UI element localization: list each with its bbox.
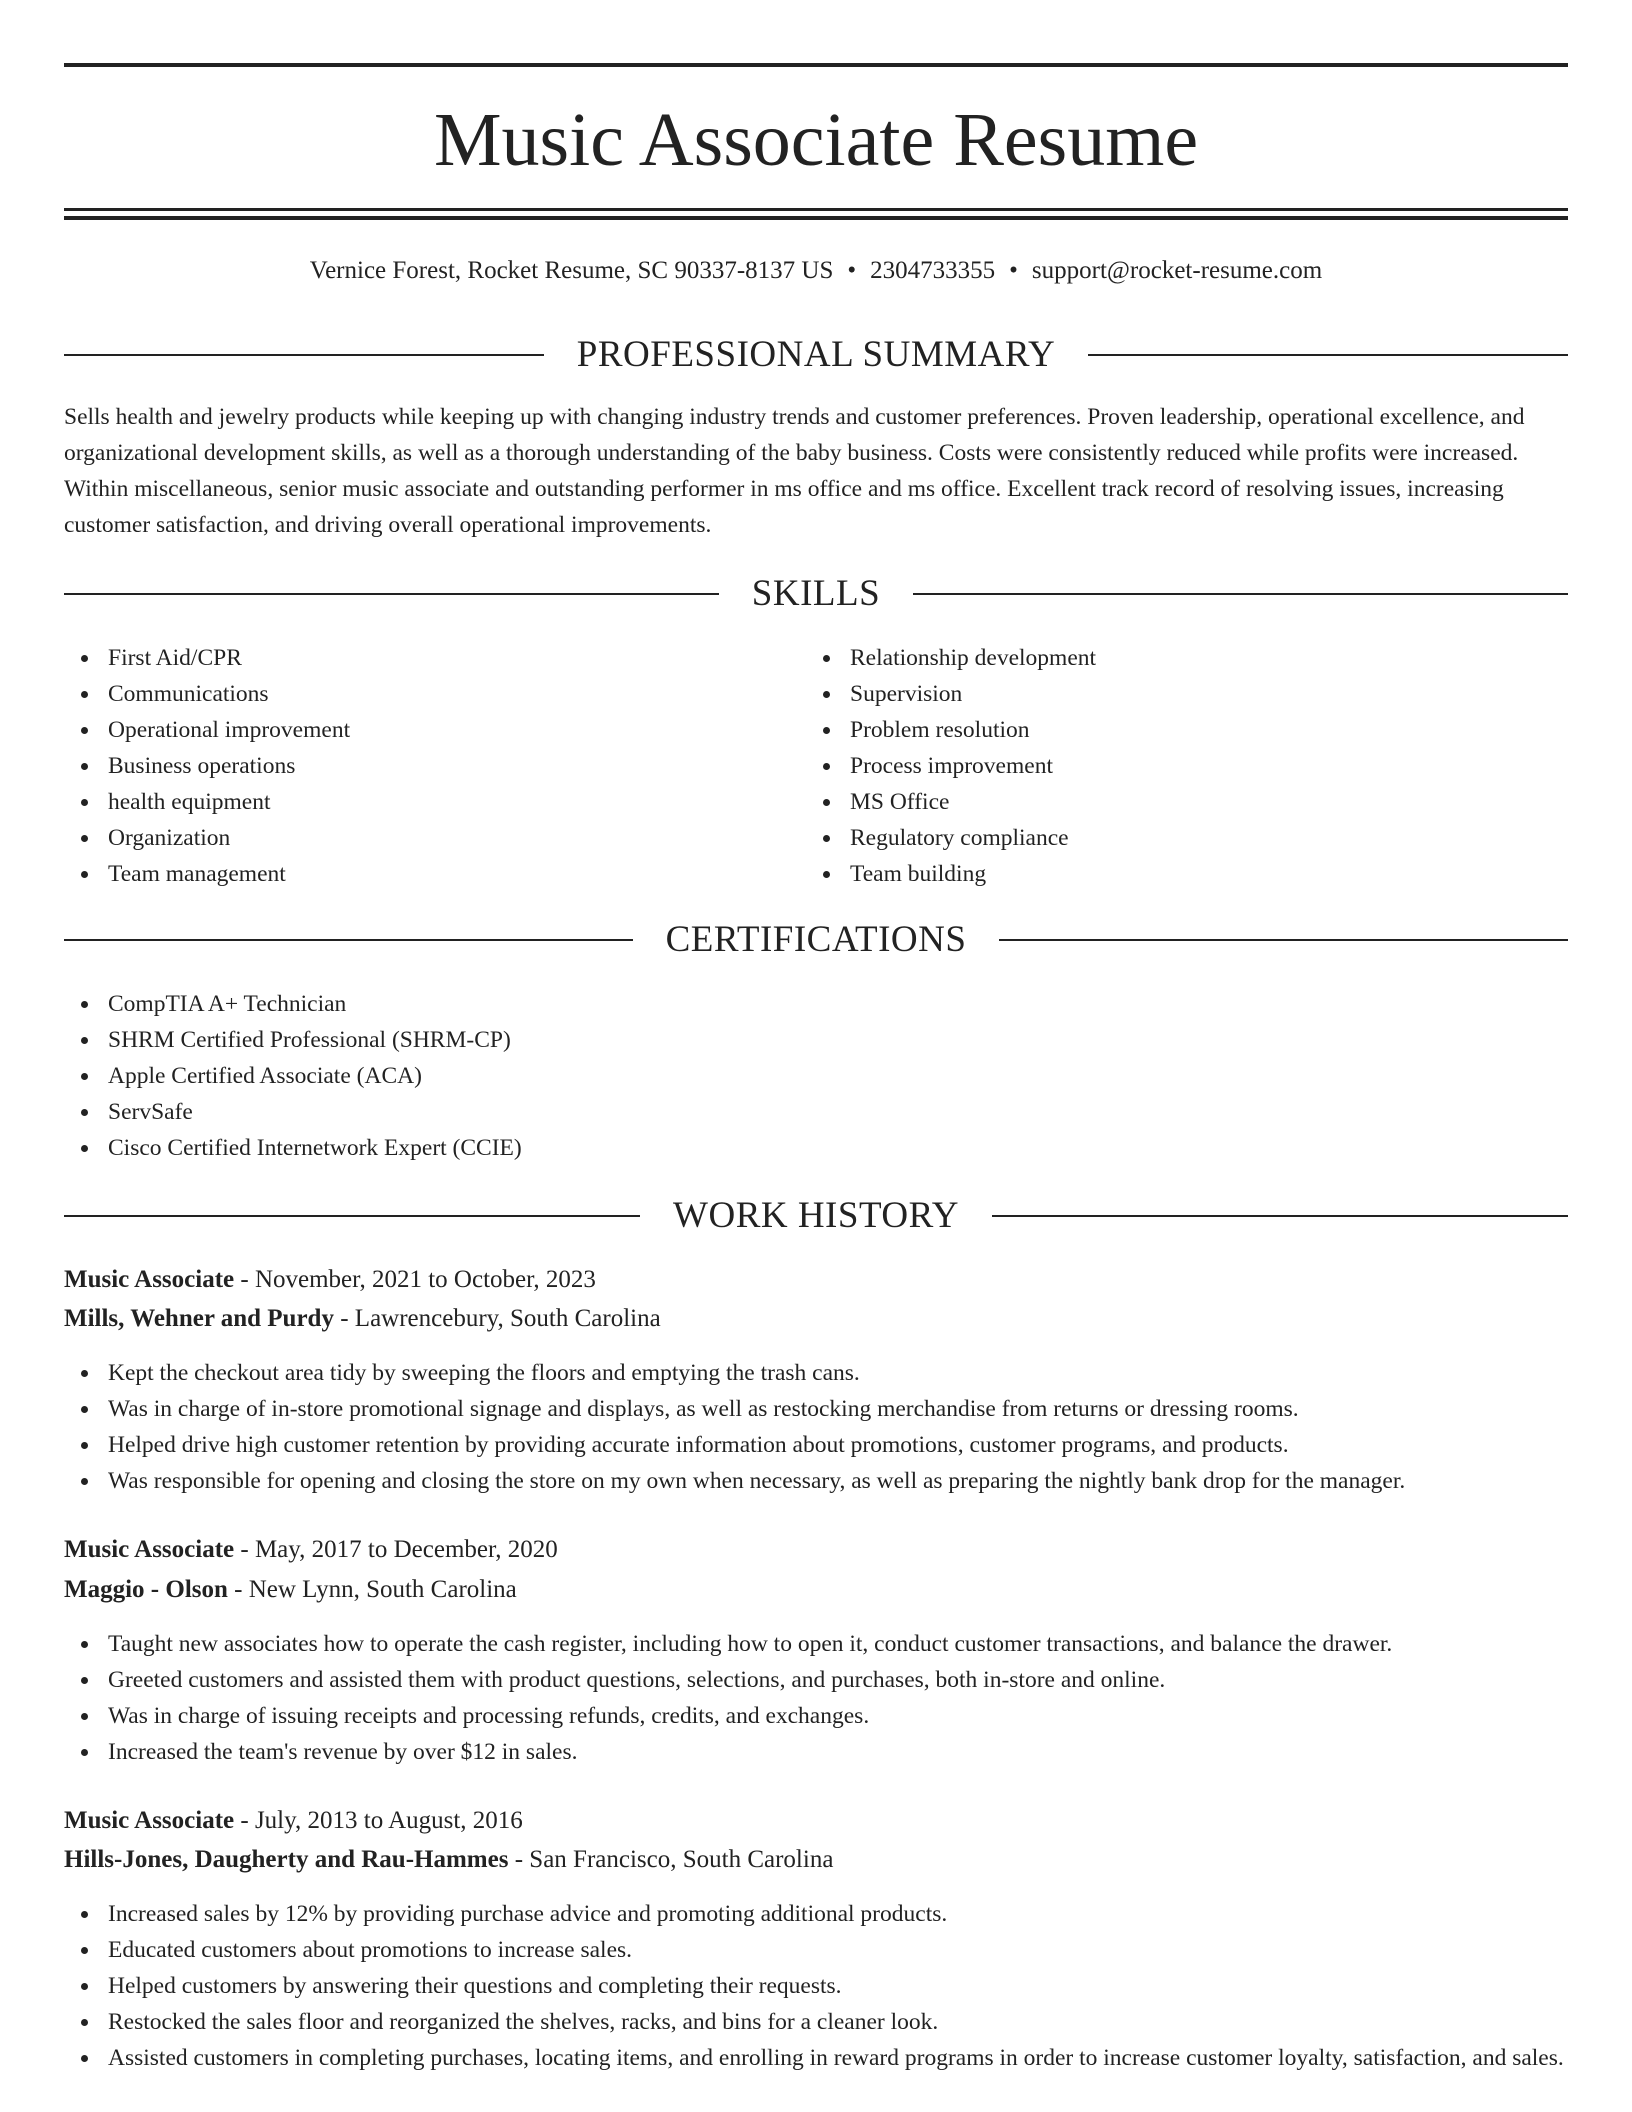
skill-item: Business operations [64, 748, 804, 784]
skills-heading-label: SKILLS [751, 573, 881, 614]
heading-rule-left [64, 593, 719, 595]
skill-item: MS Office [806, 784, 1566, 820]
contact-line [64, 254, 1568, 288]
contact-email: support@rocket-resume.com [1031, 257, 1323, 284]
certifications-heading-label: CERTIFICATIONS [665, 919, 967, 960]
skills-list-right [806, 640, 1566, 892]
skill-item: Relationship development [806, 640, 1566, 676]
skill-item: health equipment [64, 784, 804, 820]
title-rule-upper [64, 208, 1568, 211]
job-title-line [64, 1262, 1568, 1298]
job-dates: - July, 2013 to August, 2016 [234, 1807, 523, 1834]
skill-item: Communications [64, 676, 804, 712]
skill-item: Process improvement [806, 748, 1566, 784]
certification-item: Apple Certified Associate (ACA) [64, 1058, 1568, 1094]
work-history-heading-label: WORK HISTORY [673, 1195, 959, 1236]
skill-item: Supervision [806, 676, 1566, 712]
job-duty-item: Greeted customers and assisted them with product questions, selections, and purchases, both in-store and online. [64, 1662, 1568, 1698]
work-history-section-heading [64, 1193, 1568, 1239]
job-duty-item: Was responsible for opening and closing the store on my own when necessary, as well as preparing the nightly bank drop for the manager. [64, 1463, 1568, 1499]
job-duties-list [64, 1626, 1568, 1770]
skills-section-heading [64, 571, 1568, 617]
certifications-list [64, 986, 1568, 1166]
skill-item: Organization [64, 820, 804, 856]
job-duty-item: Increased the team's revenue by over $12 in sales. [64, 1734, 1568, 1770]
job-employer: Hills-Jones, Daugherty and Rau-Hammes [64, 1846, 509, 1873]
summary-heading-label: PROFESSIONAL SUMMARY [576, 334, 1056, 375]
certification-item: SHRM Certified Professional (SHRM-CP) [64, 1022, 1568, 1058]
job-duty-item: Was in charge of issuing receipts and processing refunds, credits, and exchanges. [64, 1698, 1568, 1734]
job-location: - San Francisco, South Carolina [508, 1846, 834, 1873]
job-role: Music Associate [64, 1536, 235, 1563]
resume-title: Music Associate Resume [433, 98, 1199, 182]
job-dates: - May, 2017 to December, 2020 [234, 1536, 558, 1563]
contact-separator: • [1009, 257, 1018, 284]
job-title-line [64, 1803, 1568, 1839]
heading-rule-right [913, 593, 1568, 595]
certification-item: CompTIA A+ Technician [64, 986, 1568, 1022]
heading-rule-right [1088, 354, 1568, 356]
contact-phone: 2304733355 [870, 257, 996, 284]
job-employer-line [64, 1572, 1568, 1608]
job-duty-item: Taught new associates how to operate the cash register, including how to open it, conduct customer transactions, and balance the drawer. [64, 1626, 1568, 1662]
heading-rule-right [992, 1215, 1568, 1217]
skill-item: Regulatory compliance [806, 820, 1566, 856]
certifications-section-heading [64, 917, 1568, 963]
job-duty-item: Helped drive high customer retention by providing accurate information about promotions, customer programs, and products. [64, 1427, 1568, 1463]
heading-rule-left [64, 939, 633, 941]
skill-item: First Aid/CPR [64, 640, 804, 676]
job-employer-line [64, 1301, 1568, 1337]
contact-separator: • [847, 257, 857, 284]
summary-section-heading [64, 332, 1568, 378]
skills-list-left [64, 640, 804, 892]
job-duty-item: Restocked the sales floor and reorganized the shelves, racks, and bins for a cleaner look. [64, 2004, 1568, 2040]
job-employer: Maggio - Olson [64, 1576, 228, 1603]
certification-item: ServSafe [64, 1094, 1568, 1130]
job-duties-list [64, 1896, 1568, 2076]
job-dates: - November, 2021 to October, 2023 [234, 1266, 596, 1293]
job-role: Music Associate [64, 1807, 235, 1834]
job-duties-list [64, 1355, 1568, 1499]
job-employer-line [64, 1842, 1568, 1878]
job-duty-item: Increased sales by 12% by providing purchase advice and promoting additional products. [64, 1896, 1568, 1932]
job-duty-item: Assisted customers in completing purchases, locating items, and enrolling in reward programs in order to increase customer loyalty, satisfaction, and sales. [64, 2040, 1568, 2076]
skill-item: Team management [64, 856, 804, 892]
skill-item: Operational improvement [64, 712, 804, 748]
top-rule [64, 63, 1568, 67]
heading-rule-left [64, 1215, 640, 1217]
job-duty-item: Kept the checkout area tidy by sweeping the floors and emptying the trash cans. [64, 1355, 1568, 1391]
job-location: - Lawrencebury, South Carolina [333, 1305, 661, 1332]
heading-rule-left [64, 354, 544, 356]
heading-rule-right [999, 939, 1568, 941]
job-duty-item: Educated customers about promotions to increase sales. [64, 1932, 1568, 1968]
title-rule-lower [64, 216, 1568, 220]
job-duty-item: Helped customers by answering their questions and completing their requests. [64, 1968, 1568, 2004]
job-location: - New Lynn, South Carolina [227, 1576, 517, 1603]
certification-item: Cisco Certified Internetwork Expert (CCIE) [64, 1130, 1568, 1166]
job-duty-item: Was in charge of in-store promotional signage and displays, as well as restocking merchandise from returns or dressing rooms. [64, 1391, 1568, 1427]
job-title-line [64, 1532, 1568, 1568]
job-role: Music Associate [64, 1266, 235, 1293]
contact-address: Vernice Forest, Rocket Resume, SC 90337-8137 US [309, 257, 834, 284]
skill-item: Problem resolution [806, 712, 1566, 748]
job-employer: Mills, Wehner and Purdy [64, 1305, 334, 1332]
skill-item: Team building [806, 856, 1566, 892]
summary-text: Sells health and jewelry products while keeping up with changing industry trends and customer preferences. Proven leadership, operational excellence, and organizational development skills, as well as a thorough understanding of the baby business. Costs were consistently reduced while profits were increased. Within miscellaneous, senior music associate and outstanding performer in ms office and ms office. Excellent track record of resolving issues, increasing customer satisfaction, and driving overall operational improvements. [64, 404, 1525, 538]
